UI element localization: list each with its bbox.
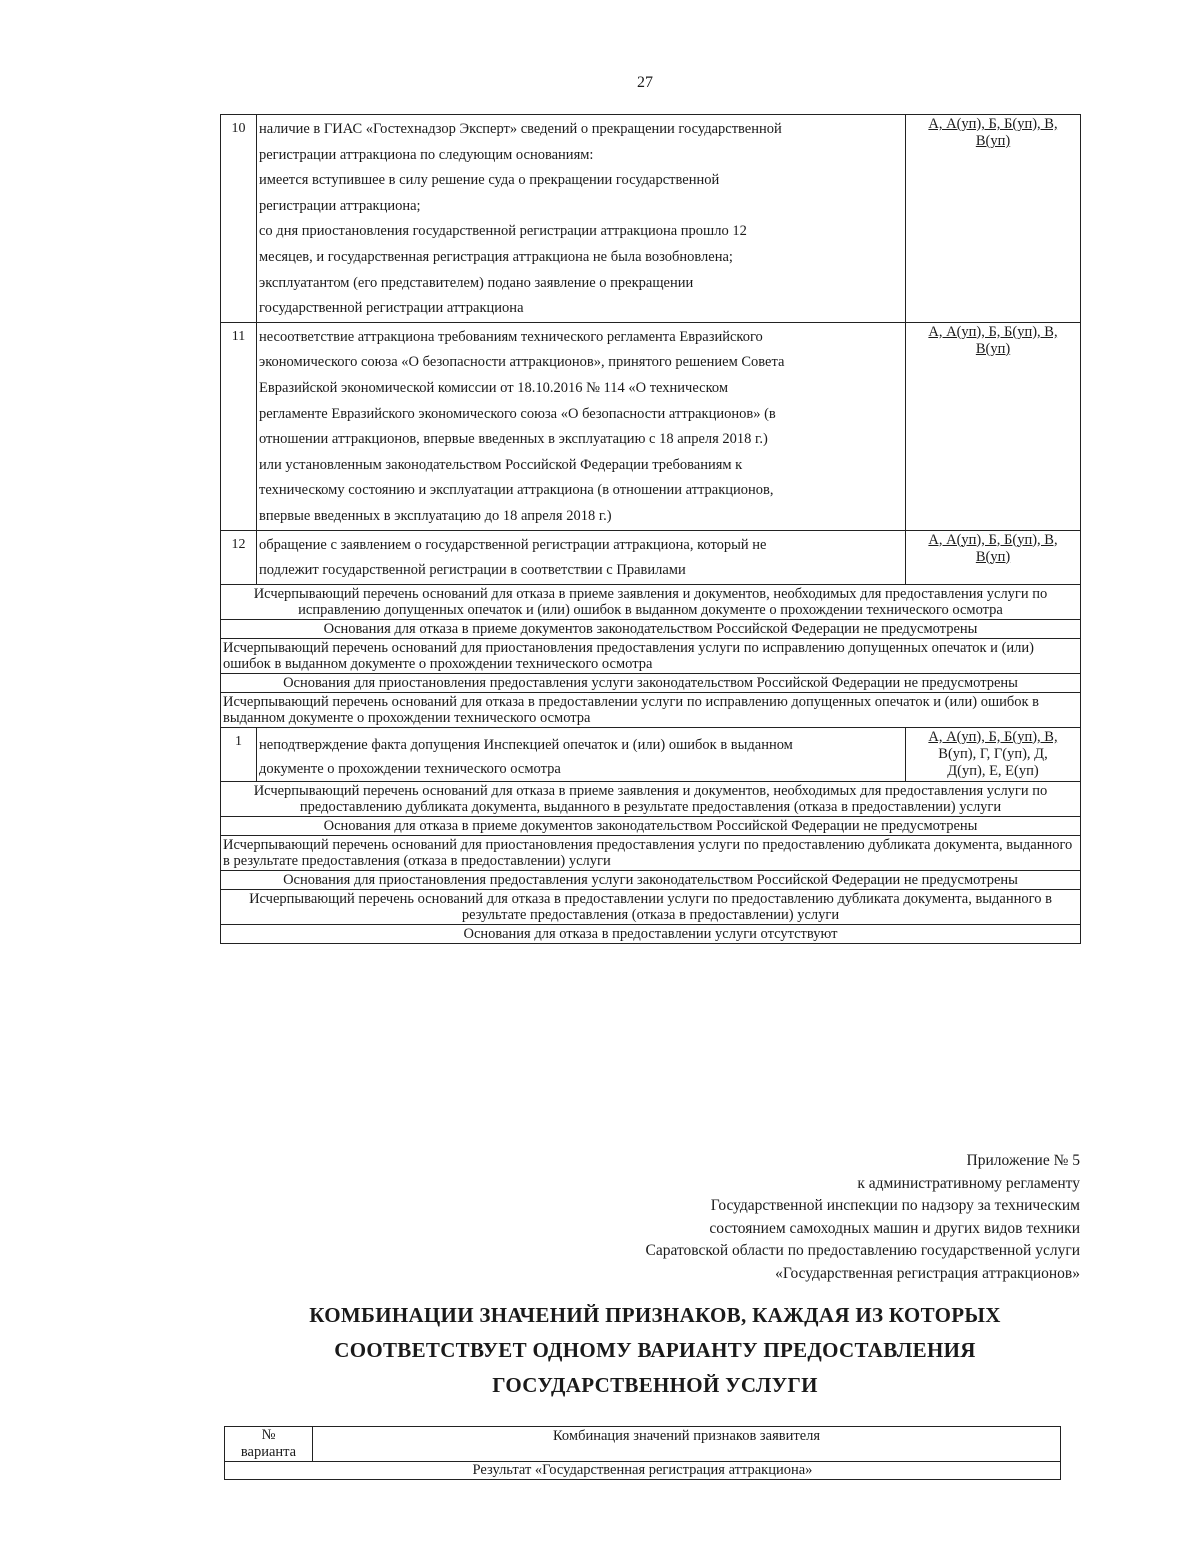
section-header: Исчерпывающий перечень оснований для отказа в приеме заявления и документов, необходимых для предоставления услуги по исправлению допущенных опечаток и (или) ошибок в выданном документе о прохождении технического осмотра [221, 584, 1081, 619]
variant-number-header: № варианта [225, 1427, 313, 1462]
table-row [225, 1462, 1061, 1480]
table-row [221, 727, 1081, 781]
section-header: Исчерпывающий перечень оснований для отказа в приеме заявления и документов, необходимых для предоставления услуги по предоставлению дубликата документа, выданного в результате предоставления (отказа в предоставлении) услуги [221, 781, 1081, 816]
section-header: Исчерпывающий перечень оснований для приостановления предоставления услуги по исправлению допущенных опечаток и (или) ошибок в выданном документе о прохождении технического осмотра [221, 638, 1081, 673]
combination-header: Комбинация значений признаков заявителя [313, 1427, 1061, 1462]
section-note: Основания для приостановления предоставления услуги законодательством Российской Федерации не предусмотрены [221, 673, 1081, 692]
row-number: 12 [221, 530, 257, 584]
row-description: обращение с заявлением о государственной регистрации аттракциона, который не подлежит государственной регистрации в соответствии с Правилами [257, 530, 906, 584]
row-description: неподтверждение факта допущения Инспекцией опечаток и (или) ошибок в выданном документе о прохождении технического осмотра [257, 727, 906, 781]
appendix-block: Приложение № 5 к административному регламенту Государственной инспекции по надзору за техническим состоянием самоходных машин и других видов техники Саратовской области по предоставлению государственной услуги «Государственная регистрация аттракционов» [645, 1152, 1080, 1282]
table-row [221, 115, 1081, 323]
section-header: Исчерпывающий перечень оснований для приостановления предоставления услуги по предоставлению дубликата документа, выданного в результате предоставления (отказа в предоставлении) услуги [221, 835, 1081, 870]
row-variants: А, А(уп), Б, Б(уп), В, В(уп) [906, 530, 1081, 584]
section-note: Основания для приостановления предоставления услуги законодательством Российской Федерации не предусмотрены [221, 870, 1081, 889]
table-row [221, 530, 1081, 584]
table-header-row [225, 1427, 1061, 1462]
section-note: Основания для отказа в приеме документов законодательством Российской Федерации не предусмотрены [221, 816, 1081, 835]
refusal-grounds-table [220, 114, 1081, 944]
row-variants: А, А(уп), Б, Б(уп), В, В(уп), Г, Г(уп), Д, Д(уп), Е, Е(уп) [906, 727, 1081, 781]
row-number: 11 [221, 322, 257, 530]
variant-combinations-table [224, 1426, 1061, 1480]
section-header: Исчерпывающий перечень оснований для отказа в предоставлении услуги по исправлению допущенных опечаток и (или) ошибок в выданном документе о прохождении технического осмотра [221, 692, 1081, 727]
result-row: Результат «Государственная регистрация аттракциона» [225, 1462, 1061, 1480]
row-description: наличие в ГИАС «Гостехнадзор Эксперт» сведений о прекращении государственной регистрации аттракциона по следующим основаниям: имеется вступившее в силу решение суда о прекращении государственной регистрации аттракциона; со дня приостановления государственной регистрации аттракциона прошло 12 месяцев, и государственная регистрация аттракциона не была возобновлена; эксплуатантом (его представителем) подано заявление о прекращении государственной регистрации аттракциона [257, 115, 906, 323]
row-number: 10 [221, 115, 257, 323]
row-variants: А, А(уп), Б, Б(уп), В, В(уп) [906, 322, 1081, 530]
section-heading: КОМБИНАЦИИ ЗНАЧЕНИЙ ПРИЗНАКОВ, КАЖДАЯ ИЗ КОТОРЫХ СООТВЕТСТВУЕТ ОДНОМУ ВАРИАНТУ ПРЕДОСТАВЛЕНИЯ ГОСУДАРСТВЕННОЙ УСЛУГИ [309, 1303, 1001, 1397]
page-number: 27 [637, 74, 653, 91]
row-variants: А, А(уп), Б, Б(уп), В, В(уп) [906, 115, 1081, 323]
section-note: Основания для отказа в предоставлении услуги отсутствуют [221, 924, 1081, 943]
section-note: Основания для отказа в приеме документов законодательством Российской Федерации не предусмотрены [221, 619, 1081, 638]
row-number: 1 [221, 727, 257, 781]
row-description: несоответствие аттракциона требованиям технического регламента Евразийского экономического союза «О безопасности аттракционов», принятого решением Совета Евразийской экономической комиссии от 18.10.2016 № 114 «О техническом регламенте Евразийского экономического союза «О безопасности аттракционов» (в отношении аттракционов, впервые введенных в эксплуатацию с 18 апреля 2018 г.) или установленным законодательством Российской Федерации требованиям к техническому состоянию и эксплуатации аттракциона (в отношении аттракционов, впервые введенных в эксплуатацию до 18 апреля 2018 г.) [257, 322, 906, 530]
section-header: Исчерпывающий перечень оснований для отказа в предоставлении услуги по предоставлению дубликата документа, выданного в результате предоставления (отказа в предоставлении) услуги [221, 889, 1081, 924]
table-row [221, 322, 1081, 530]
